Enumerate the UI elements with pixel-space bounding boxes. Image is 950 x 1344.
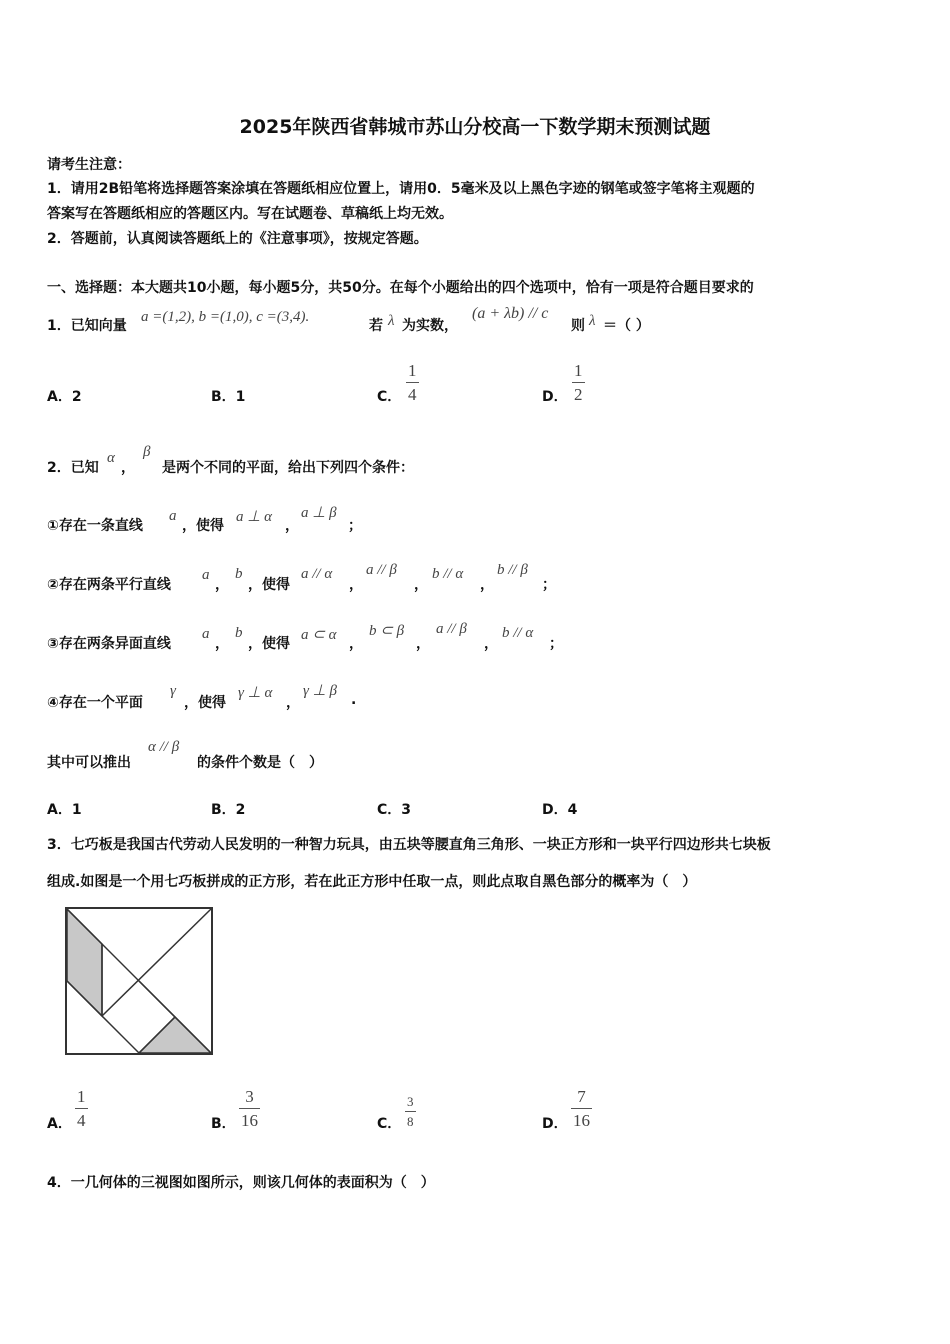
q2-cond4-m2: γ ⊥ α (238, 685, 273, 701)
q1-mid: 若 (369, 318, 383, 334)
tangram-lower-line (67, 981, 139, 1053)
q1-lambda-2: λ (589, 313, 596, 329)
q2-cond1-text2: ，使得 (182, 518, 224, 534)
q2-cond2-s4: ， (480, 577, 494, 593)
q2-cond2-m6: b // β (497, 562, 528, 578)
notice-line-2: 答案写在答题纸相应的答题区内。写在试题卷、草稿纸上均无效。 (47, 206, 453, 222)
q3-option-b[interactable]: B． (211, 1116, 236, 1132)
q2-cond2-m4: a // β (366, 562, 397, 578)
q2-cond1-sep: ， (285, 518, 299, 534)
q1-option-c[interactable]: C． (377, 389, 402, 405)
tangram-shaded-parallelogram (67, 909, 102, 1016)
q2-cond2-m3: a // α (301, 566, 333, 582)
q2-beta: β (143, 444, 151, 460)
q2-cond2-text: ②存在两条平行直线 (47, 577, 171, 593)
q3-option-d[interactable]: D． (542, 1116, 568, 1132)
q3-option-c[interactable]: C． (377, 1116, 402, 1132)
q2-cond4-text2: ，使得 (184, 695, 226, 711)
q2-cond3-text2: ，使得 (248, 636, 290, 652)
q2-cond1-text: ①存在一条直线 (47, 518, 143, 534)
q2-cond4-m3: γ ⊥ β (303, 683, 337, 699)
notice-line-3: 2．答题前，认真阅读答题纸上的《注意事项》，按规定答题。 (47, 231, 428, 247)
q2-cond3-s4: ， (484, 636, 498, 652)
q2-cond3-m1: a (202, 626, 210, 642)
notice-line-1: 1．请用2B铅笔将选择题答案涂填在答题纸相应位置上，请用0．5毫米及以上黑色字迹的钢笔或签字笔将主观题的 (47, 181, 755, 197)
q3-option-a[interactable]: A． (47, 1116, 72, 1132)
q1-vectors: a =(1,2), b =(1,0), c =(3,4). (141, 309, 310, 325)
q1-option-b[interactable]: B．1 (211, 389, 246, 405)
q3-line-2: 组成.如图是一个用七巧板拼成的正方形，若在此正方形中任取一点，则此点取自黑色部分的概率为（ ） (47, 874, 697, 890)
q2-cond3-m6: b // α (502, 625, 534, 641)
q1-end: ＝（ ） (603, 318, 650, 334)
q3-option-d-fraction: 7 16 (573, 1087, 590, 1130)
page-title: 2025年陕西省韩城市苏山分校高一下数学期末预测试题 (239, 116, 711, 138)
q2-rest: 是两个不同的平面，给出下列四个条件： (162, 460, 414, 476)
q2-cond4-end: . (351, 692, 357, 708)
q3-option-b-fraction: 3 16 (241, 1087, 258, 1130)
q2-alpha: α (107, 450, 115, 466)
q2-cond3-end: ； (549, 636, 563, 652)
q4-line-1: 4．一几何体的三视图如图所示，则该几何体的表面积为（ ） (47, 1175, 435, 1191)
q2-cond1-m1: a (169, 508, 177, 524)
q3-option-c-fraction: 3 8 (407, 1094, 414, 1129)
q1-lambda: λ (388, 313, 395, 329)
q2-cond3-m3: a ⊂ α (301, 627, 337, 643)
tangram-figure (64, 906, 214, 1056)
q1-option-a[interactable]: A．2 (47, 389, 82, 405)
q2-cond2-s2: ， (349, 577, 363, 593)
q3-option-a-fraction: 1 4 (77, 1087, 86, 1130)
q2-cond1-m2: a ⊥ α (236, 509, 272, 525)
q1-condition: (a + λb) // c (472, 305, 549, 322)
section-heading: 一、选择题：本大题共10小题，每小题5分，共50分。在每个小题给出的四个选项中，恰有一项是符合题目要求的 (47, 280, 754, 296)
q1-suffix: 则 (571, 318, 585, 334)
q3-line-1: 3．七巧板是我国古代劳动人民发明的一种智力玩具，由五块等腰直角三角形、一块正方形和一块平行四边形共七块板 (47, 837, 771, 853)
q2-cond3-s2: ， (349, 636, 363, 652)
q2-cond3-m5: a // β (436, 621, 467, 637)
q1-option-d[interactable]: D． (542, 389, 568, 405)
q2-cond1-end: ； (348, 518, 362, 534)
q2-ask: 其中可以推出 (47, 755, 131, 771)
q2-cond2-m1: a (202, 567, 210, 583)
q2-comma: ， (121, 460, 135, 476)
q2-option-c[interactable]: C．3 (377, 802, 412, 818)
notice-heading: 请考生注意： (47, 157, 131, 173)
q2-ask-math: α // β (148, 739, 180, 755)
q2-cond3-m4: b ⊂ β (369, 623, 405, 639)
q2-option-b[interactable]: B．2 (211, 802, 246, 818)
q2-cond4-sep: ， (286, 695, 300, 711)
q2-prefix: 2．已知 (47, 460, 99, 476)
q1-option-d-fraction: 1 2 (574, 361, 583, 404)
q2-cond3-s1: ， (215, 636, 229, 652)
q2-cond2-m2: b (235, 566, 243, 582)
q2-cond2-s1: ， (215, 577, 229, 593)
q2-cond4-m1: γ (170, 683, 176, 699)
q1-mid2: 为实数， (402, 318, 458, 334)
q2-cond2-m5: b // α (432, 566, 464, 582)
q2-option-a[interactable]: A．1 (47, 802, 82, 818)
q2-ask-2: 的条件个数是（ ） (197, 755, 323, 771)
q2-cond3-s3: ， (416, 636, 430, 652)
q1-option-c-fraction: 1 4 (408, 361, 417, 404)
q2-cond4-text: ④存在一个平面 (47, 695, 143, 711)
tangram-shaded-triangle (139, 1017, 211, 1053)
q2-cond3-m2: b (235, 625, 243, 641)
q1-prefix: 1．已知向量 (47, 318, 127, 334)
q2-cond3-text: ③存在两条异面直线 (47, 636, 171, 652)
tangram-cross-line (102, 909, 211, 1016)
q2-cond2-s3: ， (414, 577, 428, 593)
q2-cond2-text2: ，使得 (248, 577, 290, 593)
q2-cond1-m3: a ⊥ β (301, 505, 337, 521)
tangram-inner-line (139, 981, 175, 1017)
q2-cond2-end: ； (542, 577, 556, 593)
q2-option-d[interactable]: D．4 (542, 802, 578, 818)
